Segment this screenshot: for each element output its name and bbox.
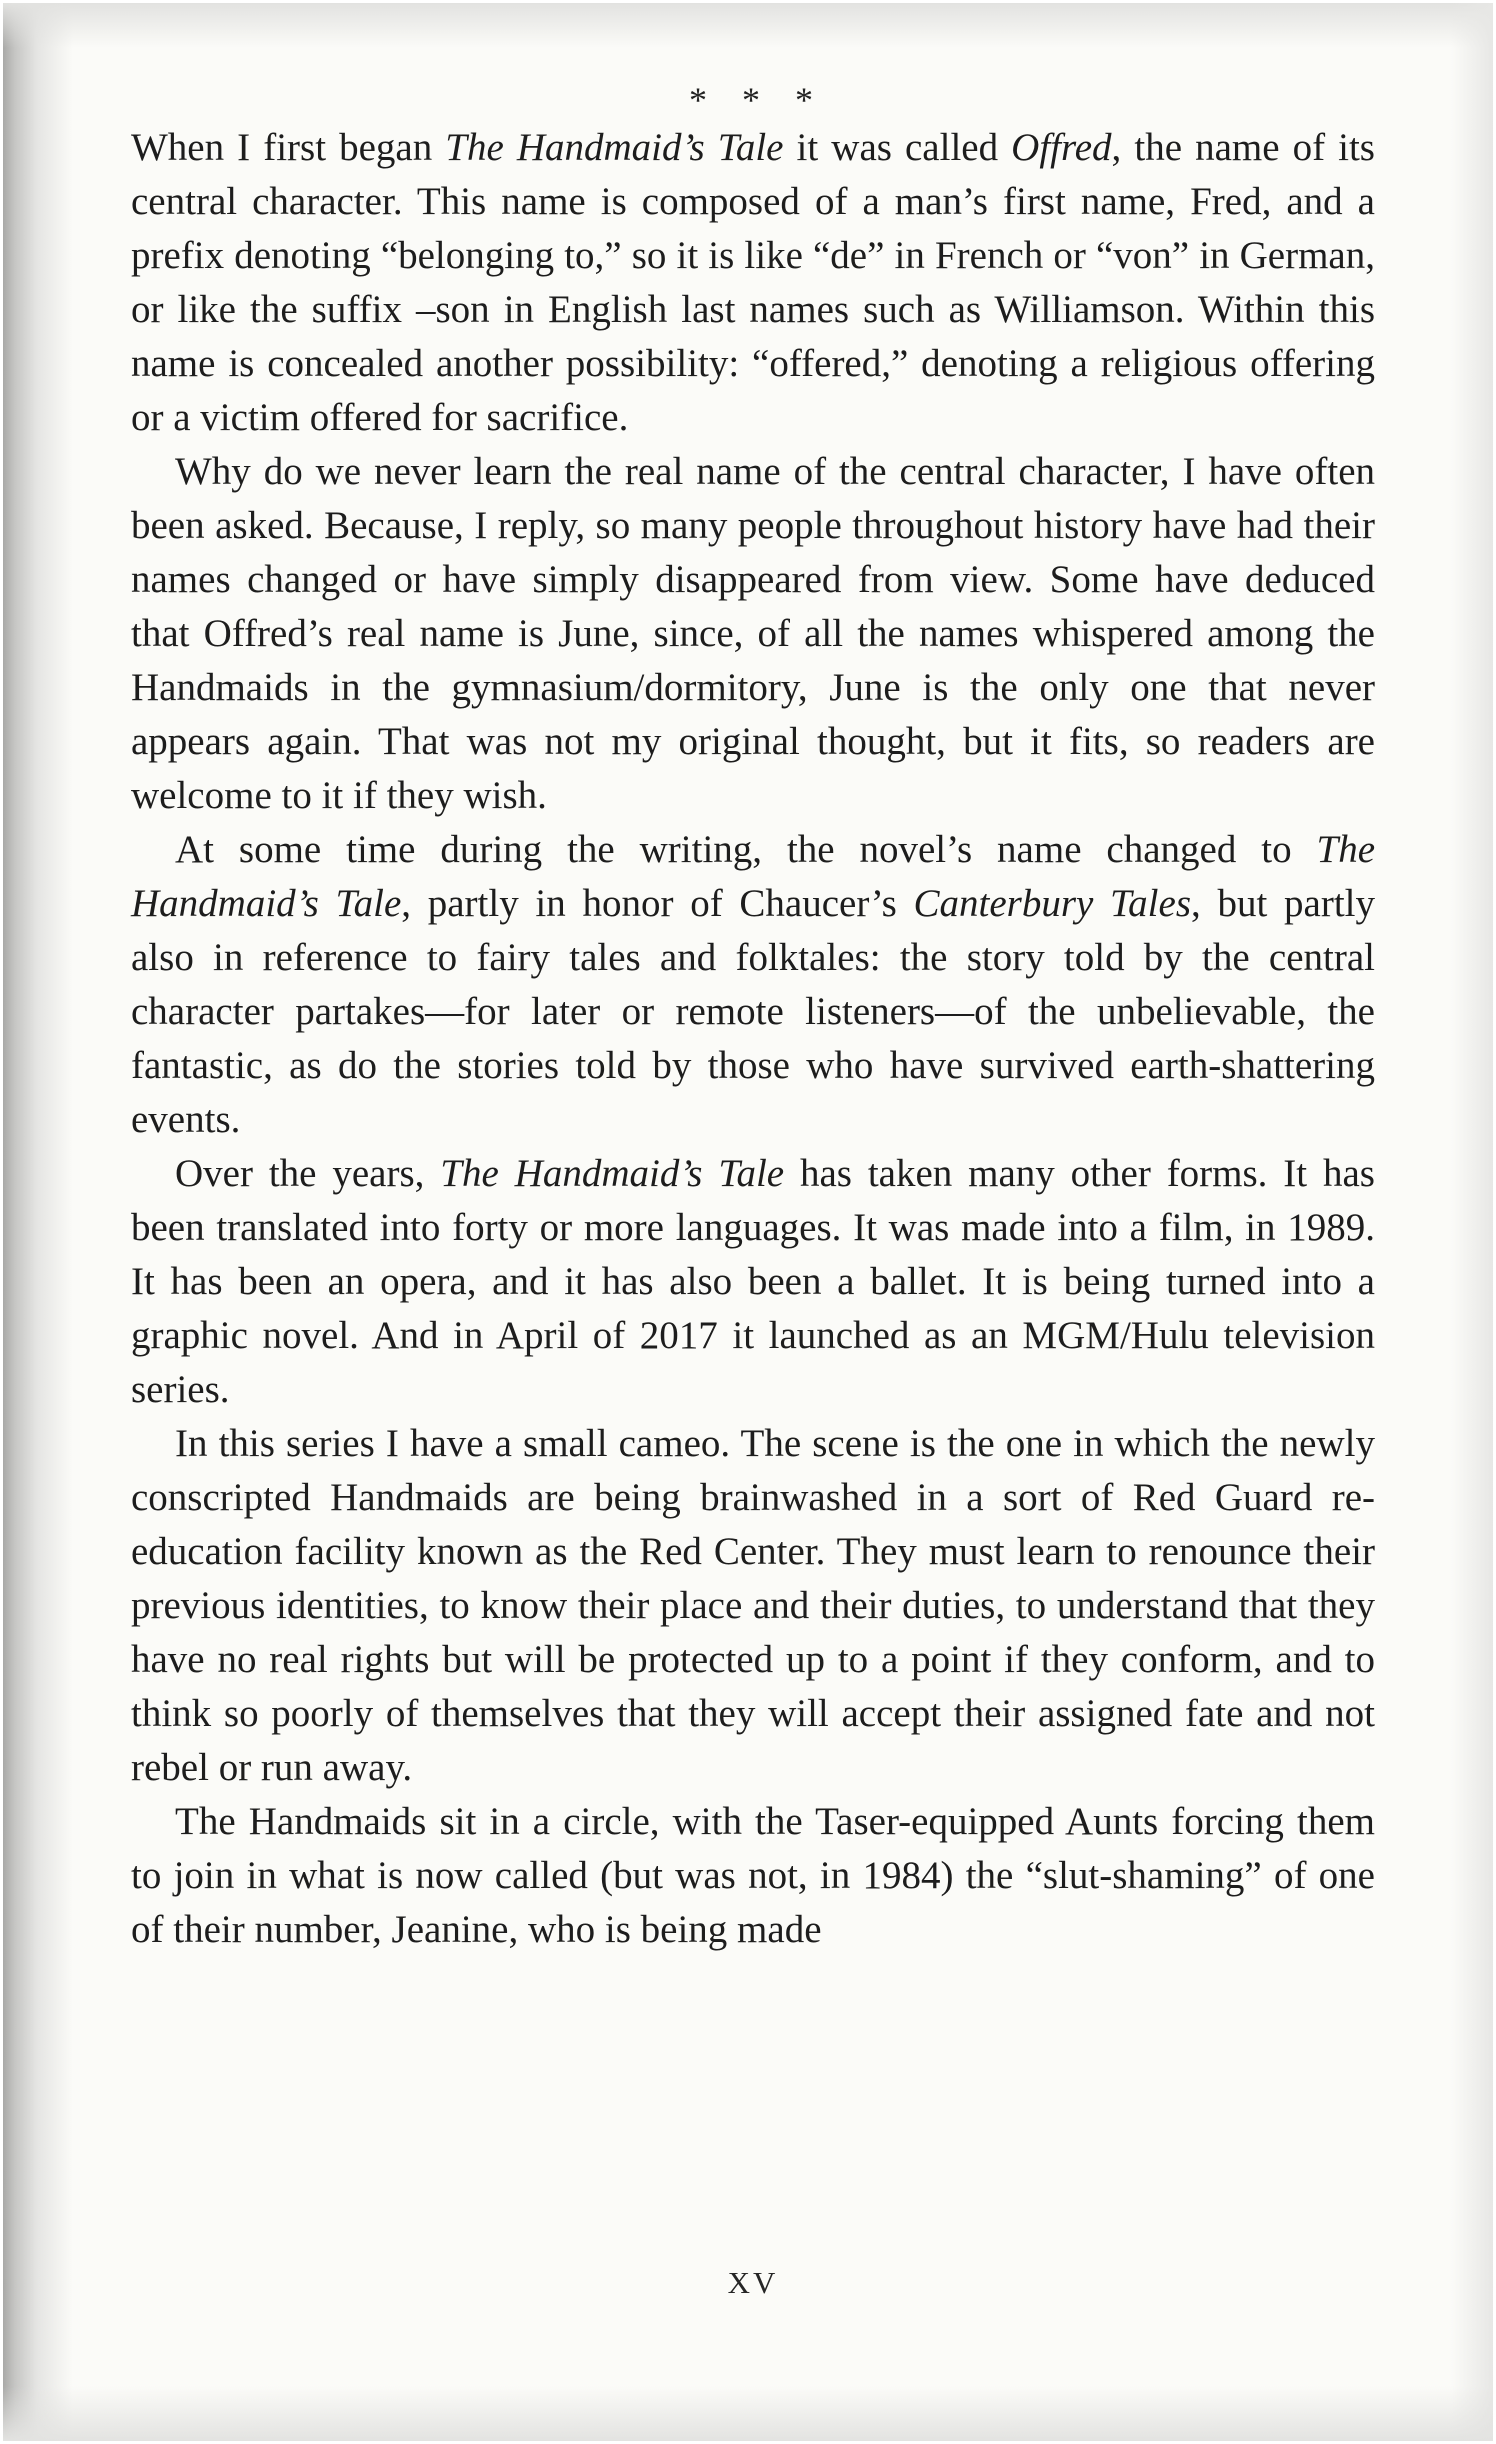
paragraph	[131, 121, 1375, 445]
text-run: When I first began	[131, 126, 446, 169]
italic-text-run: Canterbury Tales	[913, 882, 1191, 925]
italic-text-run: Offred	[1011, 126, 1112, 169]
text-run: , the name of its central character. This name is composed of a man’s first name, Fred, and a prefix denoting “belonging to,” so it is like “de” in French or “von” in German, or like the suffix –son in English last names such as Williamson. Within this name is concealed another possibility: “offered,” denoting a religious offering or a victim offered for sacrifice.	[131, 126, 1375, 439]
paragraph	[131, 1147, 1375, 1417]
text-run: has taken many other forms. It has been translated into forty or more languages. It was made into a film, in 1989. It has been an opera, and it has also been a ballet. It is being turned into a graphic novel. And in April of 2017 it launched as an MGM/Hulu television series.	[131, 1152, 1375, 1411]
section-break-ornament: * * *	[689, 80, 817, 120]
page-edge-shadow-left	[3, 3, 73, 2441]
text-run: The Handmaids sit in a circle, with the Taser-equipped Aunts forcing them to join in what is now called (but was not, in 1984) the “slut-shaming” of one of their number, Jeanine, who is being made	[131, 1800, 1375, 1951]
italic-text-run: The Handmaid’s Tale	[445, 126, 784, 169]
paragraph	[131, 1795, 1375, 1957]
text-run: Over the years,	[175, 1152, 441, 1195]
text-run: , but partly also in reference to fairy tales and folktales: the story told by the central character partakes—for later or remote listeners—of the unbelievable, the fantastic, as do the stories told by those who have survived earth-shattering events.	[131, 882, 1375, 1141]
page-edge-shadow-top	[3, 3, 1493, 48]
paragraph	[131, 445, 1375, 823]
text-run: it was called	[783, 126, 1012, 169]
text-run: At some time during the writing, the novel’s name changed to	[175, 828, 1317, 871]
italic-text-run: The Handmaid’s Tale	[440, 1152, 785, 1195]
page-text	[131, 121, 1375, 1957]
book-page	[3, 3, 1493, 2441]
text-run: , partly in honor of Chaucer’s	[401, 882, 914, 925]
paragraph	[131, 1417, 1375, 1795]
text-run: In this series I have a small cameo. The scene is the one in which the newly conscripted Handmaids are being brainwashed in a sort of Red Guard re-education facility known as the Red Center. They must learn to renounce their previous identities, to know their place and their duties, to understand that they have no real rights but will be protected up to a point if they conform, and to think so poorly of themselves that they will accept their assigned fate and not rebel or run away.	[131, 1422, 1375, 1789]
page-number: XV	[727, 2265, 779, 2300]
paragraph	[131, 823, 1375, 1147]
page-edge-shadow-right	[1451, 3, 1493, 2441]
text-run: Why do we never learn the real name of the central character, I have often been asked. Because, I reply, so many people throughout history have had their names changed or have simply disappeared from view. Some have deduced that Offred’s real name is June, since, of all the names whispered among the Handmaids in the gymnasium/dormitory, June is the only one that never appears again. That was not my original thought, but it fits, so readers are welcome to it if they wish.	[131, 450, 1375, 817]
italic-text-run: The Handmaid’s Tale	[131, 828, 1375, 925]
page-edge-shadow-bottom	[3, 2386, 1493, 2441]
